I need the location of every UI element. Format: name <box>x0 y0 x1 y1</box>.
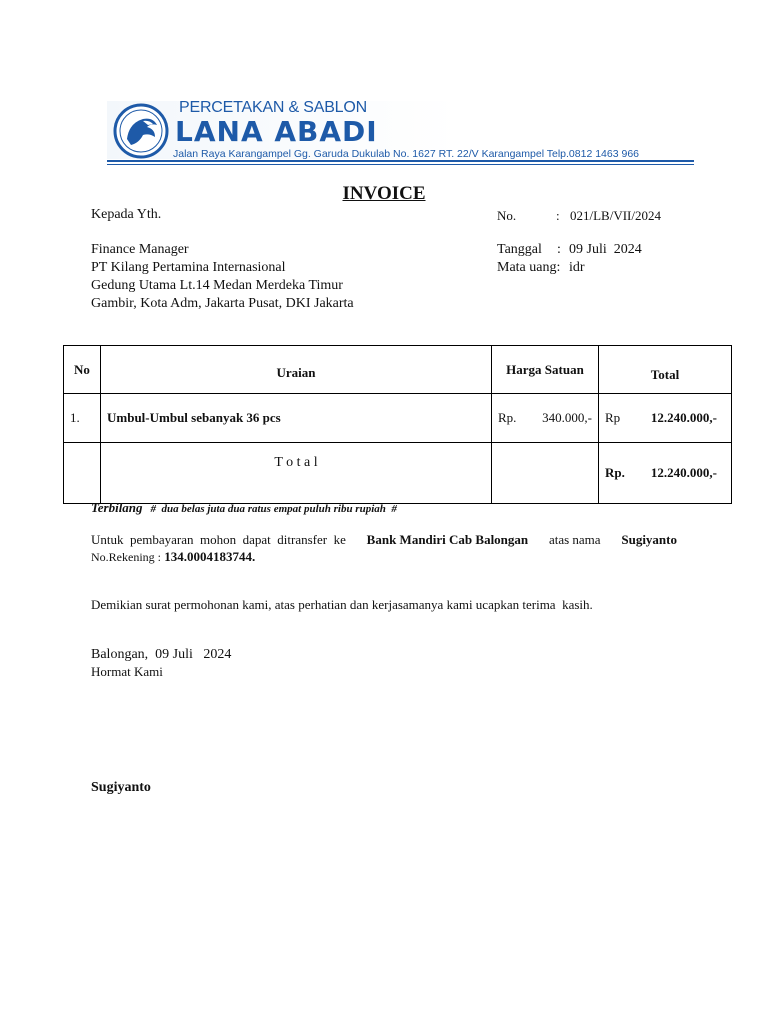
invoice-title <box>0 183 768 205</box>
invoice-number-separator: : <box>556 208 560 223</box>
invoice-number-label: No. <box>497 208 517 223</box>
header-no: No <box>64 346 101 394</box>
terbilang-label: Terbilang <box>91 500 143 515</box>
signature-place-date: Balongan, 09 Juli 2024 <box>91 647 232 662</box>
table-total-row <box>64 443 732 504</box>
terbilang-text: # dua belas juta dua ratus empat puluh ribu rupiah # <box>150 503 397 515</box>
row-harga-currency: Rp. <box>498 410 517 425</box>
signatory-name: Sugiyanto <box>91 780 151 795</box>
invoice-date-label: Tanggal <box>497 242 542 257</box>
currency-label: Mata uang: <box>497 260 561 275</box>
company-name: LANA ABADI <box>175 115 378 148</box>
items-table <box>63 345 732 504</box>
grand-total-currency: Rp. <box>605 465 625 480</box>
company-address: Jalan Raya Karangampel Gg. Garuda Dukulab No. 1627 RT. 22/V Karangampel Telp.0812 1463 966 <box>173 148 640 160</box>
terbilang-line <box>91 499 397 517</box>
table-row <box>64 394 732 443</box>
letterhead-rule <box>107 160 694 162</box>
row-harga-cell <box>492 394 599 443</box>
currency-value: idr <box>569 260 585 275</box>
closing-statement: Demikian surat permohonan kami, atas perhatian dan kerjasamanya kami ucapkan terima kasih. <box>91 597 593 612</box>
account-number-line <box>91 549 255 565</box>
row-uraian: Umbul-Umbul sebanyak 36 pcs <box>101 394 492 443</box>
recipient-address-line2: Gambir, Kota Adm, Jakarta Pusat, DKI Jakarta <box>91 296 354 311</box>
letterhead-rule-thin <box>107 164 694 165</box>
signature-regards: Hormat Kami <box>91 664 163 679</box>
recipient-address-line1: Gedung Utama Lt.14 Medan Merdeka Timur <box>91 278 343 293</box>
row-no: 1. <box>64 394 101 443</box>
total-label: T o t a l <box>101 443 492 504</box>
payment-prefix: Untuk pembayaran mohon dapat ditransfer ke <box>91 532 346 547</box>
recipient-company: PT Kilang Pertamina Internasional <box>91 260 286 275</box>
recipient-greeting: Kepada Yth. <box>91 207 162 222</box>
payment-bank: Bank Mandiri Cab Balongan <box>366 532 529 547</box>
payment-middle: atas nama <box>548 532 601 547</box>
row-total-currency: Rp <box>605 410 621 425</box>
payment-account-name: Sugiyanto <box>621 532 677 547</box>
table-header-row <box>64 346 732 394</box>
header-harga-satuan: Harga Satuan <box>492 346 599 394</box>
invoice-title-text: INVOICE <box>342 183 426 204</box>
total-row-empty-cell-2 <box>492 443 599 504</box>
invoice-date-separator: : <box>557 242 561 257</box>
header-uraian: Uraian <box>101 346 492 394</box>
letterhead <box>107 101 694 165</box>
account-number-label: No.Rekening : <box>91 550 161 564</box>
total-row-empty-cell <box>64 443 101 504</box>
row-total-cell <box>599 394 732 443</box>
row-total-value: 12.240.000,- <box>650 410 717 425</box>
row-harga-value: 340.000,- <box>542 410 592 425</box>
grand-total-cell <box>599 443 732 504</box>
account-number-value: 134.0004183744. <box>164 549 256 564</box>
eagle-logo-icon <box>113 103 169 159</box>
letterhead-subtitle: PERCETAKAN & SABLON <box>179 99 367 116</box>
grand-total-value: 12.240.000,- <box>650 465 717 480</box>
recipient-position: Finance Manager <box>91 242 189 257</box>
invoice-number-value: 021/LB/VII/2024 <box>570 208 661 223</box>
invoice-date-value: 09 Juli 2024 <box>569 242 642 257</box>
payment-line <box>91 532 677 548</box>
header-total: Total <box>599 346 732 394</box>
